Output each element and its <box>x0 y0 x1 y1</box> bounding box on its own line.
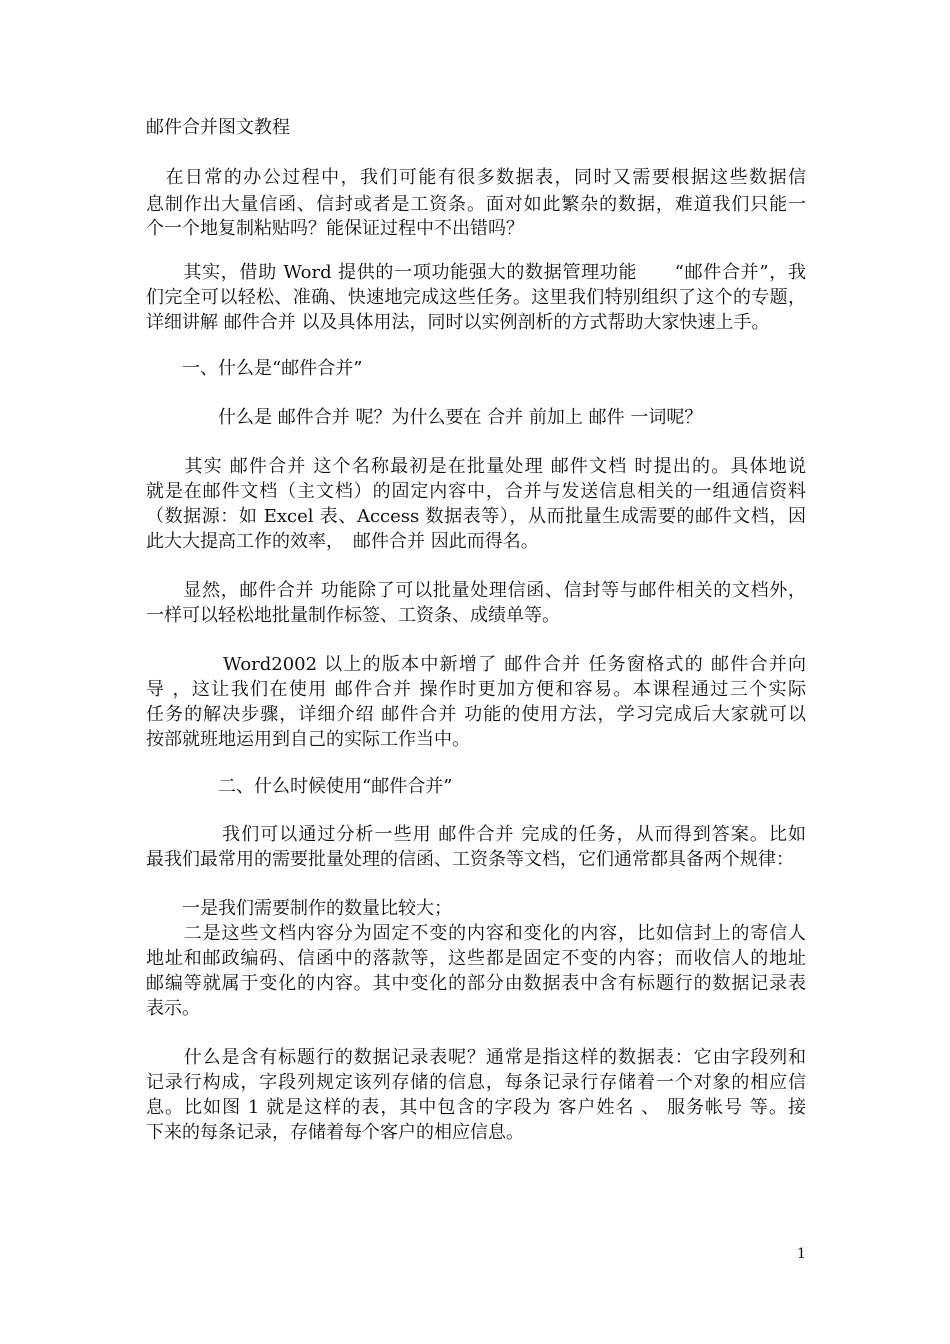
paragraph-line: 其实，借助 Word 提供的一项功能强大的数据管理功能 “邮件合并”，我 <box>146 262 806 283</box>
paragraph-line: 一样可以轻松地批量制作标签、工资条、成绩单等。 <box>146 605 560 626</box>
paragraph-line: 按部就班地运用到自己的实际工作当中。 <box>146 729 470 750</box>
paragraph-line: 二是这些文档内容分为固定不变的内容和变化的内容，比如信封上的寄信人 <box>146 923 806 944</box>
paragraph-line: 导 ，这让我们在使用 邮件合并 操作时更加方便和容易。本课程通过三个实际 <box>146 679 806 700</box>
paragraph-line: 表示。 <box>146 998 200 1019</box>
section-heading: 什么是 邮件合并 呢？为什么要在 合并 前加上 邮件 一词呢？ <box>146 407 703 428</box>
paragraph-line: 地址和邮政编码、信函中的落款等，这些都是固定不变的内容；而收信人的地址 <box>146 948 806 969</box>
paragraph-line: 下来的每条记录，存储着每个客户的相应信息。 <box>146 1122 524 1143</box>
paragraph-line: 息。比如图 1 就是这样的表，其中包含的字段为 客户姓名 、 服务帐号 等。接 <box>146 1097 806 1118</box>
paragraph-line: 们完全可以轻松、准确、快速地完成这些任务。这里我们特别组织了这个的专题， <box>146 287 806 308</box>
paragraph-line: 最我们最常用的需要批量处理的信函、工资条等文档，它们通常都具备两个规律： <box>146 849 794 870</box>
paragraph-line: 在日常的办公过程中，我们可能有很多数据表，同时又需要根据这些数据信 <box>146 167 806 188</box>
document-title: 邮件合并图文教程 <box>146 117 290 138</box>
paragraph-line: 邮编等就属于变化的内容。其中变化的部分由数据表中含有标题行的数据记录表 <box>146 973 806 994</box>
section-heading: 一、什么是“邮件合并” <box>146 358 363 379</box>
paragraph-line: 一是我们需要制作的数量比较大； <box>146 898 452 919</box>
paragraph-line: 息制作出大量信函、信封或者是工资条。面对如此繁杂的数据，难道我们只能一 <box>146 194 806 215</box>
paragraph-line: Word2002 以上的版本中新增了 邮件合并 任务窗格式的 邮件合并向 <box>146 654 806 675</box>
page-number: 1 <box>797 1246 806 1262</box>
paragraph-line: 任务的解决步骤，详细介绍 邮件合并 功能的使用方法，学习完成后大家就可以 <box>146 704 806 725</box>
paragraph-line: 个一个地复制粘贴吗？能保证过程中不出错吗？ <box>146 218 524 239</box>
paragraph-line: （数据源：如 Excel 表、Access 数据表等），从而批量生成需要的邮件文档，因 <box>146 506 806 527</box>
paragraph-line: 显然，邮件合并 功能除了可以批量处理信函、信封等与邮件相关的文档外， <box>146 580 806 601</box>
section-heading: 二、什么时候使用“邮件合并” <box>146 776 453 797</box>
paragraph-line: 详细讲解 邮件合并 以及具体用法，同时以实例剖析的方式帮助大家快速上手。 <box>146 312 770 333</box>
paragraph-line: 我们可以通过分析一些用 邮件合并 完成的任务，从而得到答案。比如 <box>146 824 806 845</box>
paragraph-line: 就是在邮件文档（主文档）的固定内容中，合并与发送信息相关的一组通信资料 <box>146 481 806 502</box>
paragraph-line: 什么是含有标题行的数据记录表呢？通常是指这样的数据表：它由字段列和 <box>146 1047 806 1068</box>
paragraph-line: 此大大提高工作的效率， 邮件合并 因此而得名。 <box>146 531 539 552</box>
paragraph-line: 其实 邮件合并 这个名称最初是在批量处理 邮件文档 时提出的。具体地说 <box>146 456 806 477</box>
paragraph-line: 记录行构成，字段列规定该列存储的信息，每条记录行存储着一个对象的相应信 <box>146 1072 806 1093</box>
